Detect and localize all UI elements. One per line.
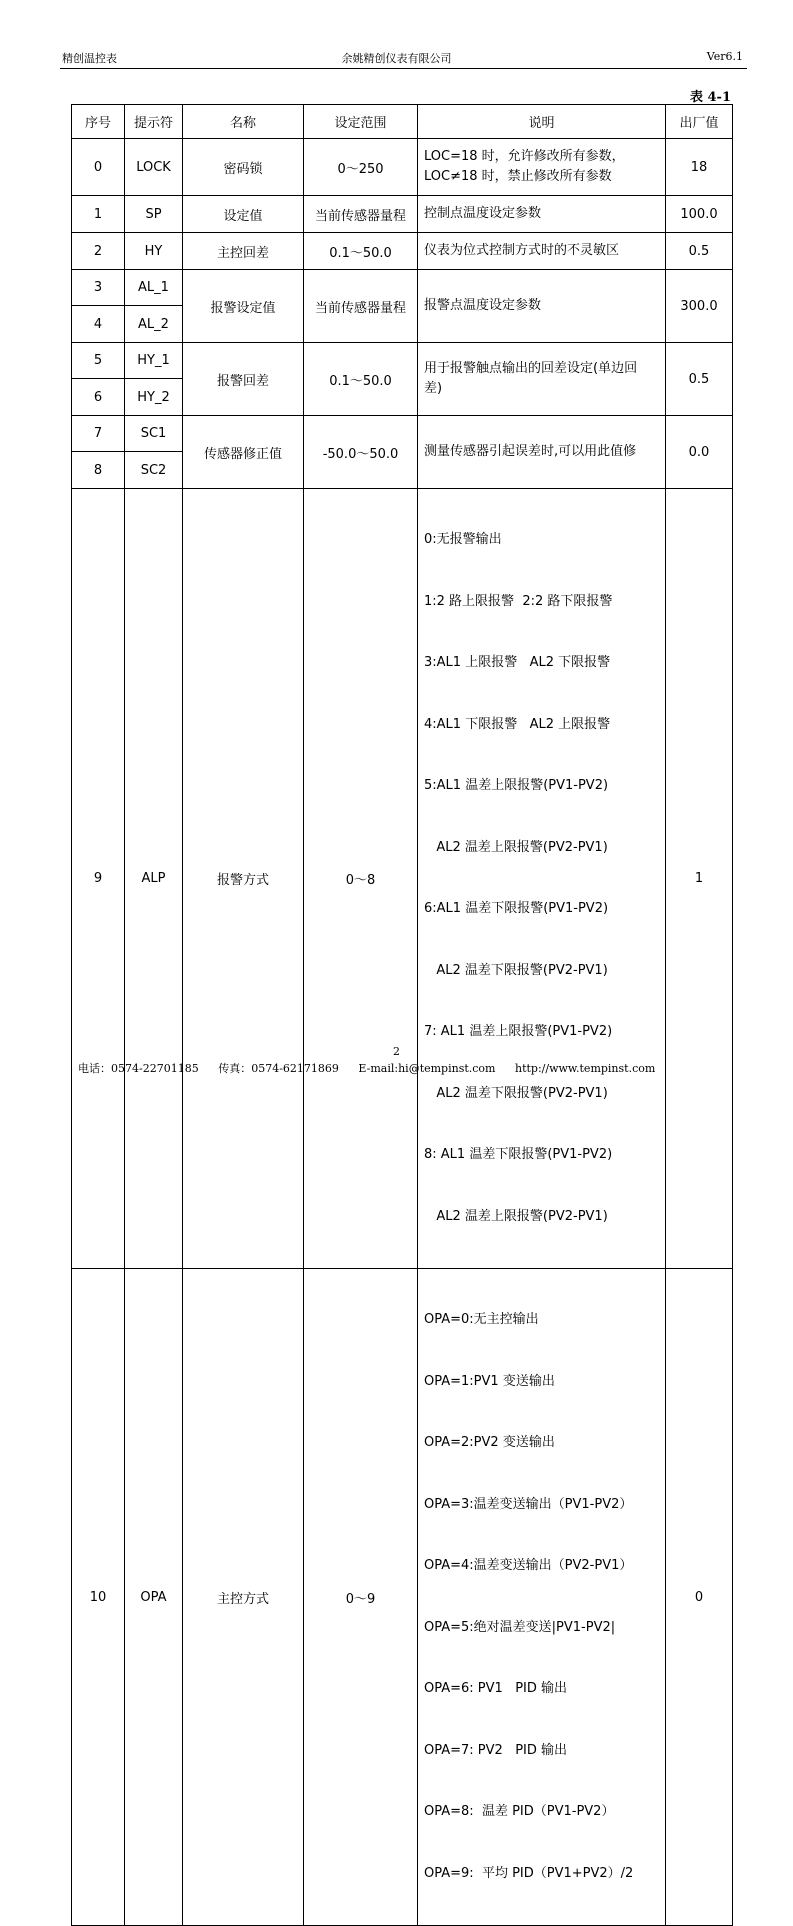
desc-line: LOC≠18 时，禁止修改所有参数 (424, 169, 612, 184)
table-row (72, 1269, 733, 1926)
cell-range: 0.1～50.0 (304, 343, 418, 416)
cell-no: 9 (72, 489, 125, 1269)
cell-name: 传感器修正值 (183, 416, 304, 489)
desc-line: 6:AL1 温差下限报警(PV1-PV2) (424, 901, 609, 916)
table-row (72, 196, 733, 233)
parameter-table (71, 104, 733, 1926)
desc-line: OPA=0:无主控输出 (424, 1312, 539, 1327)
cell-code: HY_1 (125, 343, 183, 379)
cell-name: 主控回差 (183, 233, 304, 270)
desc-line: 用于报警触点输出的回差设定(单边回 (424, 360, 638, 376)
cell-default: 18 (666, 139, 733, 196)
cell-desc: 测量传感器引起误差时,可以用此值修 (418, 416, 666, 489)
cell-desc (418, 139, 666, 196)
desc-line: 4:AL1 下限报警 AL2 上限报警 (424, 716, 611, 732)
desc-line: 8: AL1 温差下限报警(PV1-PV2) (424, 1147, 613, 1162)
header-company: 余姚精创仪表有限公司 (341, 52, 452, 65)
desc-line: 1:2 路上限报警 2:2 路下限报警 (424, 593, 613, 609)
cell-desc: 仪表为位式控制方式时的不灵敏区 (418, 233, 666, 270)
cell-name: 报警方式 (183, 489, 304, 1269)
table-label: 表 4-1 (689, 90, 731, 105)
desc-line: OPA=2:PV2 变送输出 (424, 1435, 555, 1450)
desc-line: OPA=3:温差变送输出（PV1-PV2） (424, 1496, 633, 1512)
col-header-name: 名称 (183, 105, 304, 139)
desc-line: AL2 温差下限报警(PV2-PV1) (424, 962, 608, 978)
cell-default: 0.0 (666, 416, 733, 489)
footer-fax: 传真：0574-62171869 (218, 1062, 339, 1075)
footer-website[interactable]: http://www.tempinst.com (514, 1062, 656, 1075)
cell-name: 主控方式 (183, 1269, 304, 1926)
cell-no: 8 (72, 452, 125, 489)
desc-line: 差) (424, 381, 443, 396)
cell-range: 0.1～50.0 (304, 233, 418, 270)
cell-desc (418, 343, 666, 416)
footer-contact (78, 1060, 671, 1076)
desc-line: OPA=8: 温差 PID（PV1-PV2） (424, 1804, 615, 1819)
cell-code: SC2 (125, 452, 183, 489)
cell-default: 100.0 (666, 196, 733, 233)
cell-name: 报警设定值 (183, 270, 304, 343)
cell-default: 0.5 (666, 233, 733, 270)
desc-line: 5:AL1 温差上限报警(PV1-PV2) (424, 778, 609, 793)
cell-no: 6 (72, 379, 125, 416)
cell-no: 1 (72, 196, 125, 233)
table-row (72, 233, 733, 270)
col-header-default: 出厂值 (666, 105, 733, 139)
table-row (72, 416, 733, 452)
cell-code: AL_1 (125, 270, 183, 306)
desc-line: OPA=5:绝对温差变送|PV1-PV2| (424, 1619, 616, 1635)
desc-line: OPA=7: PV2 PID 输出 (424, 1742, 568, 1758)
header-divider (60, 68, 747, 69)
cell-range: 当前传感器量程 (304, 196, 418, 233)
cell-no: 3 (72, 270, 125, 306)
cell-no: 2 (72, 233, 125, 270)
header-version: Ver6.1 (706, 50, 743, 63)
cell-code: ALP (125, 489, 183, 1269)
cell-no: 0 (72, 139, 125, 196)
header-left: 精创温控表 (62, 52, 117, 65)
cell-range: 0～8 (304, 489, 418, 1269)
cell-code: AL_2 (125, 306, 183, 343)
desc-line: 7: AL1 温差上限报警(PV1-PV2) (424, 1024, 613, 1039)
cell-default: 300.0 (666, 270, 733, 343)
cell-range: 0～9 (304, 1269, 418, 1926)
desc-line: OPA=1:PV1 变送输出 (424, 1373, 555, 1389)
cell-code: SC1 (125, 416, 183, 452)
footer-phone: 电话：0574-22701185 (78, 1062, 199, 1075)
cell-default: 1 (666, 489, 733, 1269)
col-header-no: 序号 (72, 105, 125, 139)
footer-email[interactable]: E-mail:hi@tempinst.com (358, 1062, 496, 1075)
cell-code: SP (125, 196, 183, 233)
cell-name: 报警回差 (183, 343, 304, 416)
cell-desc: 报警点温度设定参数 (418, 270, 666, 343)
cell-no: 4 (72, 306, 125, 343)
cell-name: 密码锁 (183, 139, 304, 196)
cell-code: HY (125, 233, 183, 270)
cell-code: LOCK (125, 139, 183, 196)
cell-range: -50.0～50.0 (304, 416, 418, 489)
col-header-range: 设定范围 (304, 105, 418, 139)
cell-range: 0～250 (304, 139, 418, 196)
cell-desc (418, 1269, 666, 1926)
desc-line: OPA=4:温差变送输出（PV2-PV1） (424, 1558, 633, 1573)
table-header-row (72, 105, 733, 139)
table-row (72, 489, 733, 1269)
desc-line: 0:无报警输出 (424, 532, 502, 547)
desc-line: 3:AL1 上限报警 AL2 下限报警 (424, 655, 611, 670)
cell-desc: 控制点温度设定参数 (418, 196, 666, 233)
cell-code: OPA (125, 1269, 183, 1926)
cell-no: 7 (72, 416, 125, 452)
desc-line: AL2 温差下限报警(PV2-PV1) (424, 1085, 608, 1101)
table-row (72, 139, 733, 196)
desc-line: OPA=9: 平均 PID（PV1+PV2）/2 (424, 1865, 634, 1881)
cell-no: 5 (72, 343, 125, 379)
desc-line: AL2 温差上限报警(PV2-PV1) (424, 1208, 608, 1224)
col-header-code: 提示符 (125, 105, 183, 139)
cell-default: 0.5 (666, 343, 733, 416)
cell-range: 当前传感器量程 (304, 270, 418, 343)
cell-no: 10 (72, 1269, 125, 1926)
cell-desc (418, 489, 666, 1269)
desc-line: AL2 温差上限报警(PV2-PV1) (424, 839, 608, 855)
cell-code: HY_2 (125, 379, 183, 416)
col-header-desc: 说明 (418, 105, 666, 139)
page-number: 2 (393, 1045, 400, 1058)
cell-default: 0 (666, 1269, 733, 1926)
desc-line: OPA=6: PV1 PID 输出 (424, 1681, 568, 1696)
desc-line: LOC=18 时，允许修改所有参数， (424, 148, 625, 164)
cell-name: 设定值 (183, 196, 304, 233)
table-row (72, 270, 733, 306)
table-row (72, 343, 733, 379)
